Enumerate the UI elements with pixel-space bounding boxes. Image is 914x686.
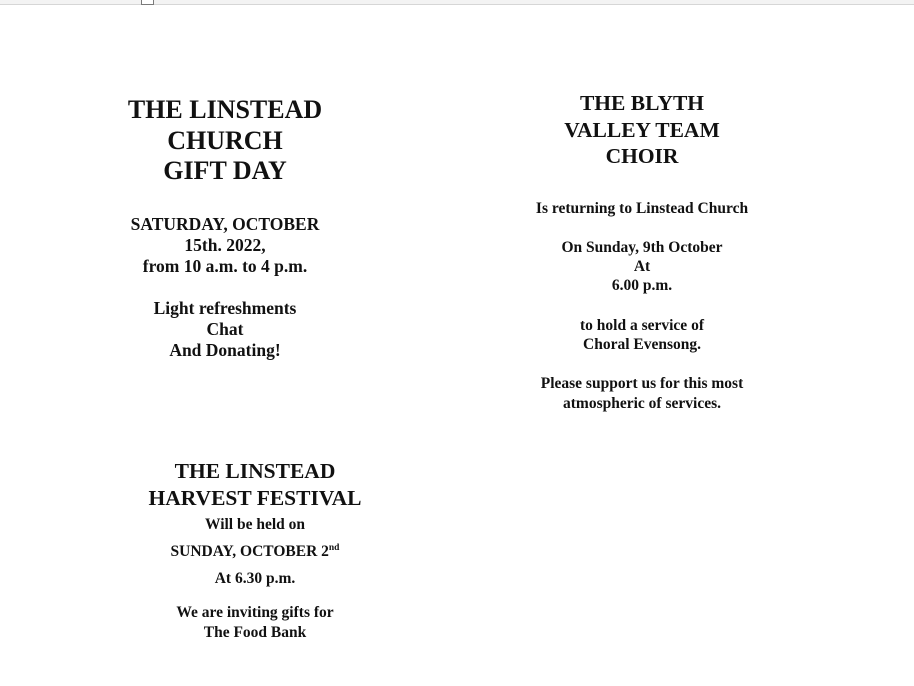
gift-day-date-line: 15th. 2022, [184,234,266,255]
choir-date-line: At [633,258,651,276]
harvest-title [130,458,380,511]
harvest-date-suffix: nd [328,542,340,553]
gift-day-date-line: SATURDAY, OCTOBER [130,213,320,234]
gift-day-title-line: THE LINSTEAD [127,95,323,124]
choir-date-line: On Sunday, 9th October [561,238,723,256]
choir-service-line: Choral Evensong. [583,335,701,353]
gift-day-extras [100,298,350,361]
gift-day-extra-line: Light refreshments [153,297,297,318]
choir-service-line: to hold a service of [580,316,704,334]
choir-service [511,316,773,355]
choir-notice [511,90,773,413]
gift-day-date [100,214,350,277]
choir-support [511,374,773,413]
gift-day-title [100,95,350,187]
gift-day-title-line: CHURCH [167,125,283,155]
ruler-bar [0,0,914,5]
harvest-date-text: SUNDAY, OCTOBER 2 [170,543,329,560]
choir-title-line: VALLEY TEAM [564,117,720,142]
harvest-held: Will be held on [204,516,306,533]
gift-day-extra-line: And Donating! [169,339,281,360]
choir-support-line: Please support us for this most [540,375,744,393]
harvest-gifts-line: We are inviting gifts for [176,604,334,621]
gift-day-notice [100,95,350,361]
harvest-title-line: THE LINSTEAD [174,459,336,483]
choir-time-line: 6.00 p.m. [611,277,673,295]
choir-returning: Is returning to Linstead Church [535,199,749,217]
harvest-gifts-line: The Food Bank [203,624,307,641]
harvest-gifts [130,603,380,643]
choir-title-line: THE BLYTH [579,91,705,115]
gift-day-extra-line: Chat [206,318,244,339]
harvest-date [130,538,380,565]
gift-day-time-line: from 10 a.m. to 4 p.m. [142,255,308,276]
choir-date [511,238,773,296]
harvest-title-line: HARVEST FESTIVAL [148,485,362,510]
gift-day-title-line: GIFT DAY [163,156,287,185]
harvest-notice [130,458,380,643]
page-corner-marker [141,0,154,5]
choir-title-line: CHOIR [605,144,679,168]
harvest-time: At 6.30 p.m. [214,570,296,587]
choir-support-line: atmospheric of services. [563,394,721,412]
choir-title [511,90,773,170]
